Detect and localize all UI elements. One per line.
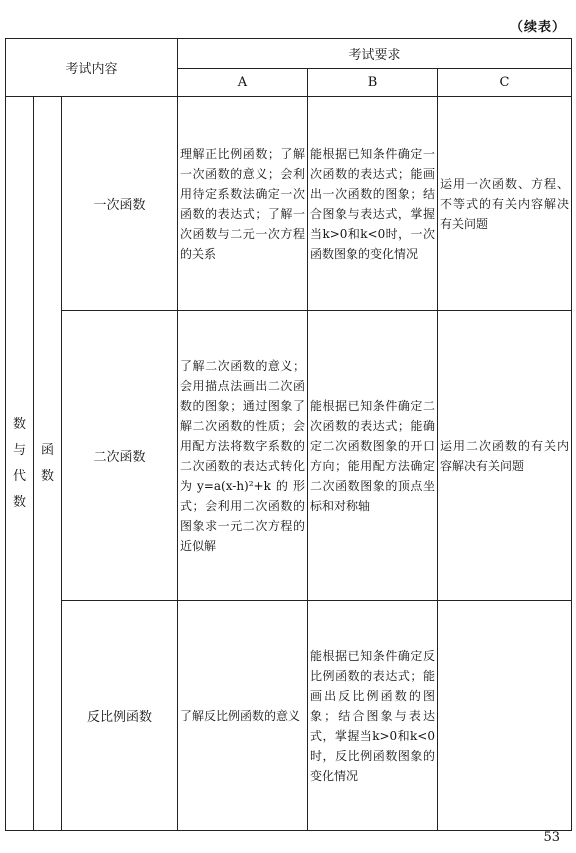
requirement-b: 能根据已知条件确定二次函数的表达式；能确定二次函数图象的开口方向；能用配方法确定二次函数图象的顶点坐标和对称轴	[308, 311, 438, 601]
domain-label	[6, 97, 34, 831]
requirement-b: 能根据已知条件确定一次函数的表达式；能画出一次函数的图象；结合图象与表达式，掌握当k>0和k<0时，一次函数图象的变化情况	[308, 97, 438, 311]
level-a-header: A	[178, 69, 308, 97]
table-row	[6, 97, 572, 311]
requirement-b: 能根据已知条件确定反比例函数的表达式；能画出反比例函数的图象；结合图象与表达式，掌握当k>0和k<0时，反比例函数图象的变化情况	[308, 601, 438, 831]
unit-label	[34, 97, 62, 831]
requirement-c: 运用二次函数的有关内容解决有关问题	[438, 311, 572, 601]
exam-requirements-table	[5, 38, 572, 831]
level-c-header: C	[438, 69, 572, 97]
table-row	[6, 311, 572, 601]
domain-char: 数	[12, 416, 26, 432]
requirement-c	[438, 601, 572, 831]
continued-table-label: （续表）	[509, 20, 566, 35]
exam-content-header: 考试内容	[6, 39, 178, 97]
topic-quadratic-function: 二次函数	[62, 311, 178, 601]
unit-char: 函	[40, 442, 54, 458]
domain-char: 代	[12, 468, 26, 484]
unit-char: 数	[40, 468, 54, 484]
requirement-a: 了解二次函数的意义；会用描点法画出二次函数的图象；通过图象了解二次函数的性质；会用配方法将数字系数的二次函数的表达式转化为y=a(x-h)²+k的形式；会利用二次函数的图象求一元二次方程的近似解	[178, 311, 308, 601]
requirement-a: 理解正比例函数；了解一次函数的意义；会利用待定系数法确定一次函数的表达式；了解一次函数与二元一次方程的关系	[178, 97, 308, 311]
table-row	[6, 601, 572, 831]
topic-inverse-proportional-function: 反比例函数	[62, 601, 178, 831]
level-b-header: B	[308, 69, 438, 97]
domain-char: 与	[12, 442, 26, 458]
exam-requirements-header: 考试要求	[178, 39, 572, 69]
requirement-a: 了解反比例函数的意义	[178, 601, 308, 831]
domain-char: 数	[12, 494, 26, 510]
topic-linear-function: 一次函数	[62, 97, 178, 311]
page-number: 53	[543, 830, 560, 845]
requirement-c: 运用一次函数、方程、不等式的有关内容解决有关问题	[438, 97, 572, 311]
